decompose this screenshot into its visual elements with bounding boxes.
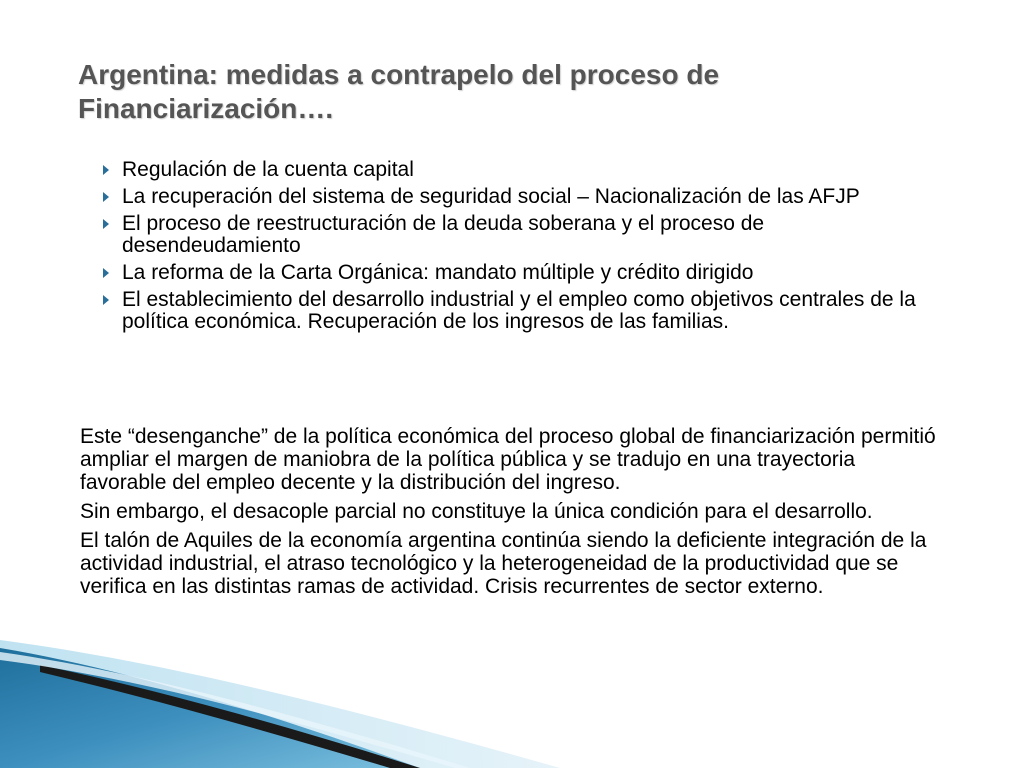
- bullet-item: [98, 289, 928, 333]
- paragraph-desacople: Sin embargo, el desacople parcial no constituye la única condición para el desarrollo.: [80, 500, 873, 523]
- arrow-bullet-icon: [103, 295, 109, 305]
- wave-highlight-line: [0, 652, 470, 768]
- wave-light-band: [0, 640, 560, 768]
- arrow-bullet-icon: [103, 165, 109, 175]
- wave-blue-band: [0, 648, 420, 768]
- bullet-list: [98, 159, 928, 338]
- body-paragraphs: [80, 425, 940, 604]
- paragraph-talon-de-aquiles: El talón de Aquiles de la economía argentina continúa siendo la deficiente integración de la actividad industrial, el atraso tecnológico y la heterogeneidad de la productividad que se verifica en las distintas ramas de actividad. Crisis recurrentes de sector externo.: [80, 529, 927, 598]
- bullet-text: La reforma de la Carta Orgánica: mandato múltiple y crédito dirigido: [122, 261, 754, 284]
- arrow-bullet-icon: [103, 219, 109, 229]
- bullet-item: [98, 213, 928, 257]
- wave-dark-line: [40, 665, 420, 768]
- bullet-text: El proceso de reestructuración de la deuda soberana y el proceso de desendeudamiento: [122, 212, 765, 257]
- paragraph-desenganche: Este “desenganche” de la política económica del proceso global de financiarización permitió ampliar el margen de maniobra de la política pública y se tradujo en una trayectoria favorable del empleo decente y la distribución del ingreso.: [80, 425, 936, 494]
- bullet-text: Regulación de la cuenta capital: [122, 158, 414, 181]
- bullet-item: [98, 186, 928, 208]
- slide-title: Argentina: medidas a contrapelo del proceso de Financiarización….: [78, 59, 720, 124]
- bullet-item: [98, 159, 928, 181]
- bullet-item: [98, 262, 928, 284]
- arrow-bullet-icon: [103, 268, 109, 278]
- arrow-bullet-icon: [103, 192, 109, 202]
- bullet-text: La recuperación del sistema de seguridad social – Nacionalización de las AFJP: [122, 185, 860, 208]
- bullet-text: El establecimiento del desarrollo industrial y el empleo como objetivos centrales de la política económica. Recuperación de los ingresos de las familias.: [122, 288, 916, 333]
